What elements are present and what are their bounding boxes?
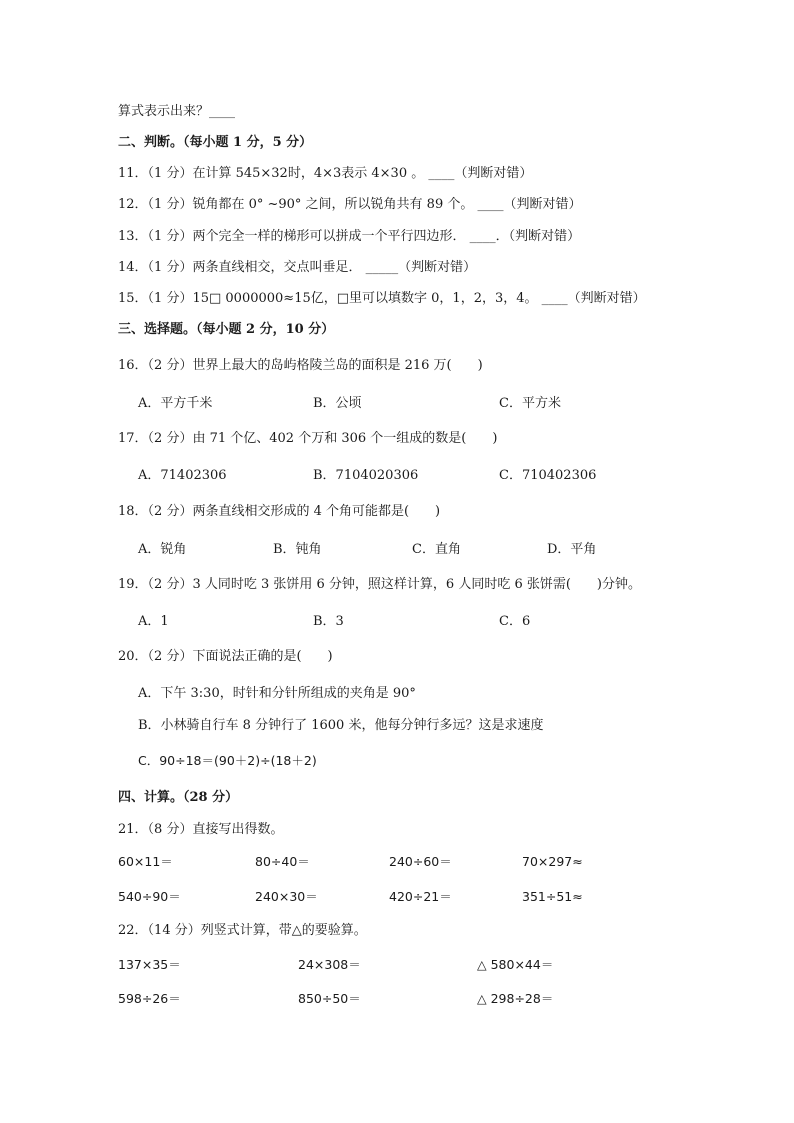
section-3-heading: 三、选择题。（每小题 2 分，10 分） bbox=[118, 322, 335, 337]
intro-line: 算式表示出来？____ bbox=[118, 104, 236, 119]
q21-expression: 240÷60＝ bbox=[389, 854, 452, 869]
q16-option-b: B．公顷 bbox=[313, 396, 362, 411]
q19-option-b: B．3 bbox=[313, 614, 344, 629]
q19-option-a: A．1 bbox=[138, 614, 169, 629]
question-14: 14．（1 分）两条直线相交，交点叫垂足． _____（判断对错） bbox=[118, 260, 477, 275]
question-13: 13．（1 分）两个完全一样的梯形可以拼成一个平行四边形． ____．（判断对错） bbox=[118, 229, 581, 244]
q21-expression: 60×11＝ bbox=[118, 854, 173, 869]
q20-option-a: A．下午 3:30，时针和分针所组成的夹角是 90° bbox=[138, 686, 416, 701]
question-18: 18．（2 分）两条直线相交形成的 4 个角可能都是( ) bbox=[118, 504, 441, 519]
q18-option-d: D．平角 bbox=[547, 542, 597, 557]
question-17: 17．（2 分）由 71 个亿、402 个万和 306 个一组成的数是( ) bbox=[118, 431, 498, 446]
section-4-heading: 四、计算。（28 分） bbox=[118, 790, 239, 805]
q22-expression: 137×35＝ bbox=[118, 957, 181, 972]
q21-expression: 351÷51≈ bbox=[522, 889, 583, 904]
q22-expression: 24×308＝ bbox=[298, 957, 361, 972]
q22-expression: 850÷50＝ bbox=[298, 991, 361, 1006]
q22-expression: 598÷26＝ bbox=[118, 991, 181, 1006]
question-21: 21．（8 分）直接写出得数。 bbox=[118, 822, 284, 837]
section-2-heading: 二、判断。（每小题 1 分，5 分） bbox=[118, 135, 313, 150]
question-16: 16．（2 分）世界上最大的岛屿格陵兰岛的面积是 216 万( ) bbox=[118, 358, 483, 373]
q16-option-a: A．平方千米 bbox=[138, 396, 213, 411]
q20-option-c: C．90÷18＝(90＋2)÷(18＋2) bbox=[138, 753, 317, 768]
question-19: 19．（2 分）3 人同时吃 3 张饼用 6 分钟，照这样计算，6 人同时吃 6 张饼需( )分钟。 bbox=[118, 577, 642, 592]
q21-expression: 240×30＝ bbox=[255, 889, 318, 904]
question-11: 11．（1 分）在计算 545×32时，4×3表示 4×30 。 ____（判断对错） bbox=[118, 166, 533, 181]
q20-option-b: B．小林骑自行车 8 分钟行了 1600 米，他每分钟行多远？这是求速度 bbox=[138, 718, 544, 733]
q16-option-c: C．平方米 bbox=[499, 396, 561, 411]
q21-expression: 420÷21＝ bbox=[389, 889, 452, 904]
q22-expression: △ 298÷28＝ bbox=[477, 991, 554, 1006]
q21-expression: 540÷90＝ bbox=[118, 889, 181, 904]
question-15: 15．（1 分）15□ 0000000≈15亿，□里可以填数字 0，1，2，3，4。 ____（判断对错） bbox=[118, 291, 646, 306]
q18-option-b: B．钝角 bbox=[273, 542, 322, 557]
q17-option-c: C．710402306 bbox=[499, 468, 597, 483]
q17-option-a: A．71402306 bbox=[138, 468, 227, 483]
q17-option-b: B．7104020306 bbox=[313, 468, 419, 483]
q18-option-a: A．锐角 bbox=[138, 542, 187, 557]
question-22: 22．（14 分）列竖式计算，带△的要验算。 bbox=[118, 923, 367, 938]
q21-expression: 70×297≈ bbox=[522, 854, 583, 869]
q19-option-c: C．6 bbox=[499, 614, 531, 629]
question-20: 20．（2 分）下面说法正确的是( ) bbox=[118, 649, 333, 664]
q18-option-c: C．直角 bbox=[412, 542, 461, 557]
q21-expression: 80÷40＝ bbox=[255, 854, 310, 869]
q22-expression: △ 580×44＝ bbox=[477, 957, 554, 972]
question-12: 12．（1 分）锐角都在 0° ~90° 之间，所以锐角共有 89 个。 ____（判断对错） bbox=[118, 197, 582, 212]
